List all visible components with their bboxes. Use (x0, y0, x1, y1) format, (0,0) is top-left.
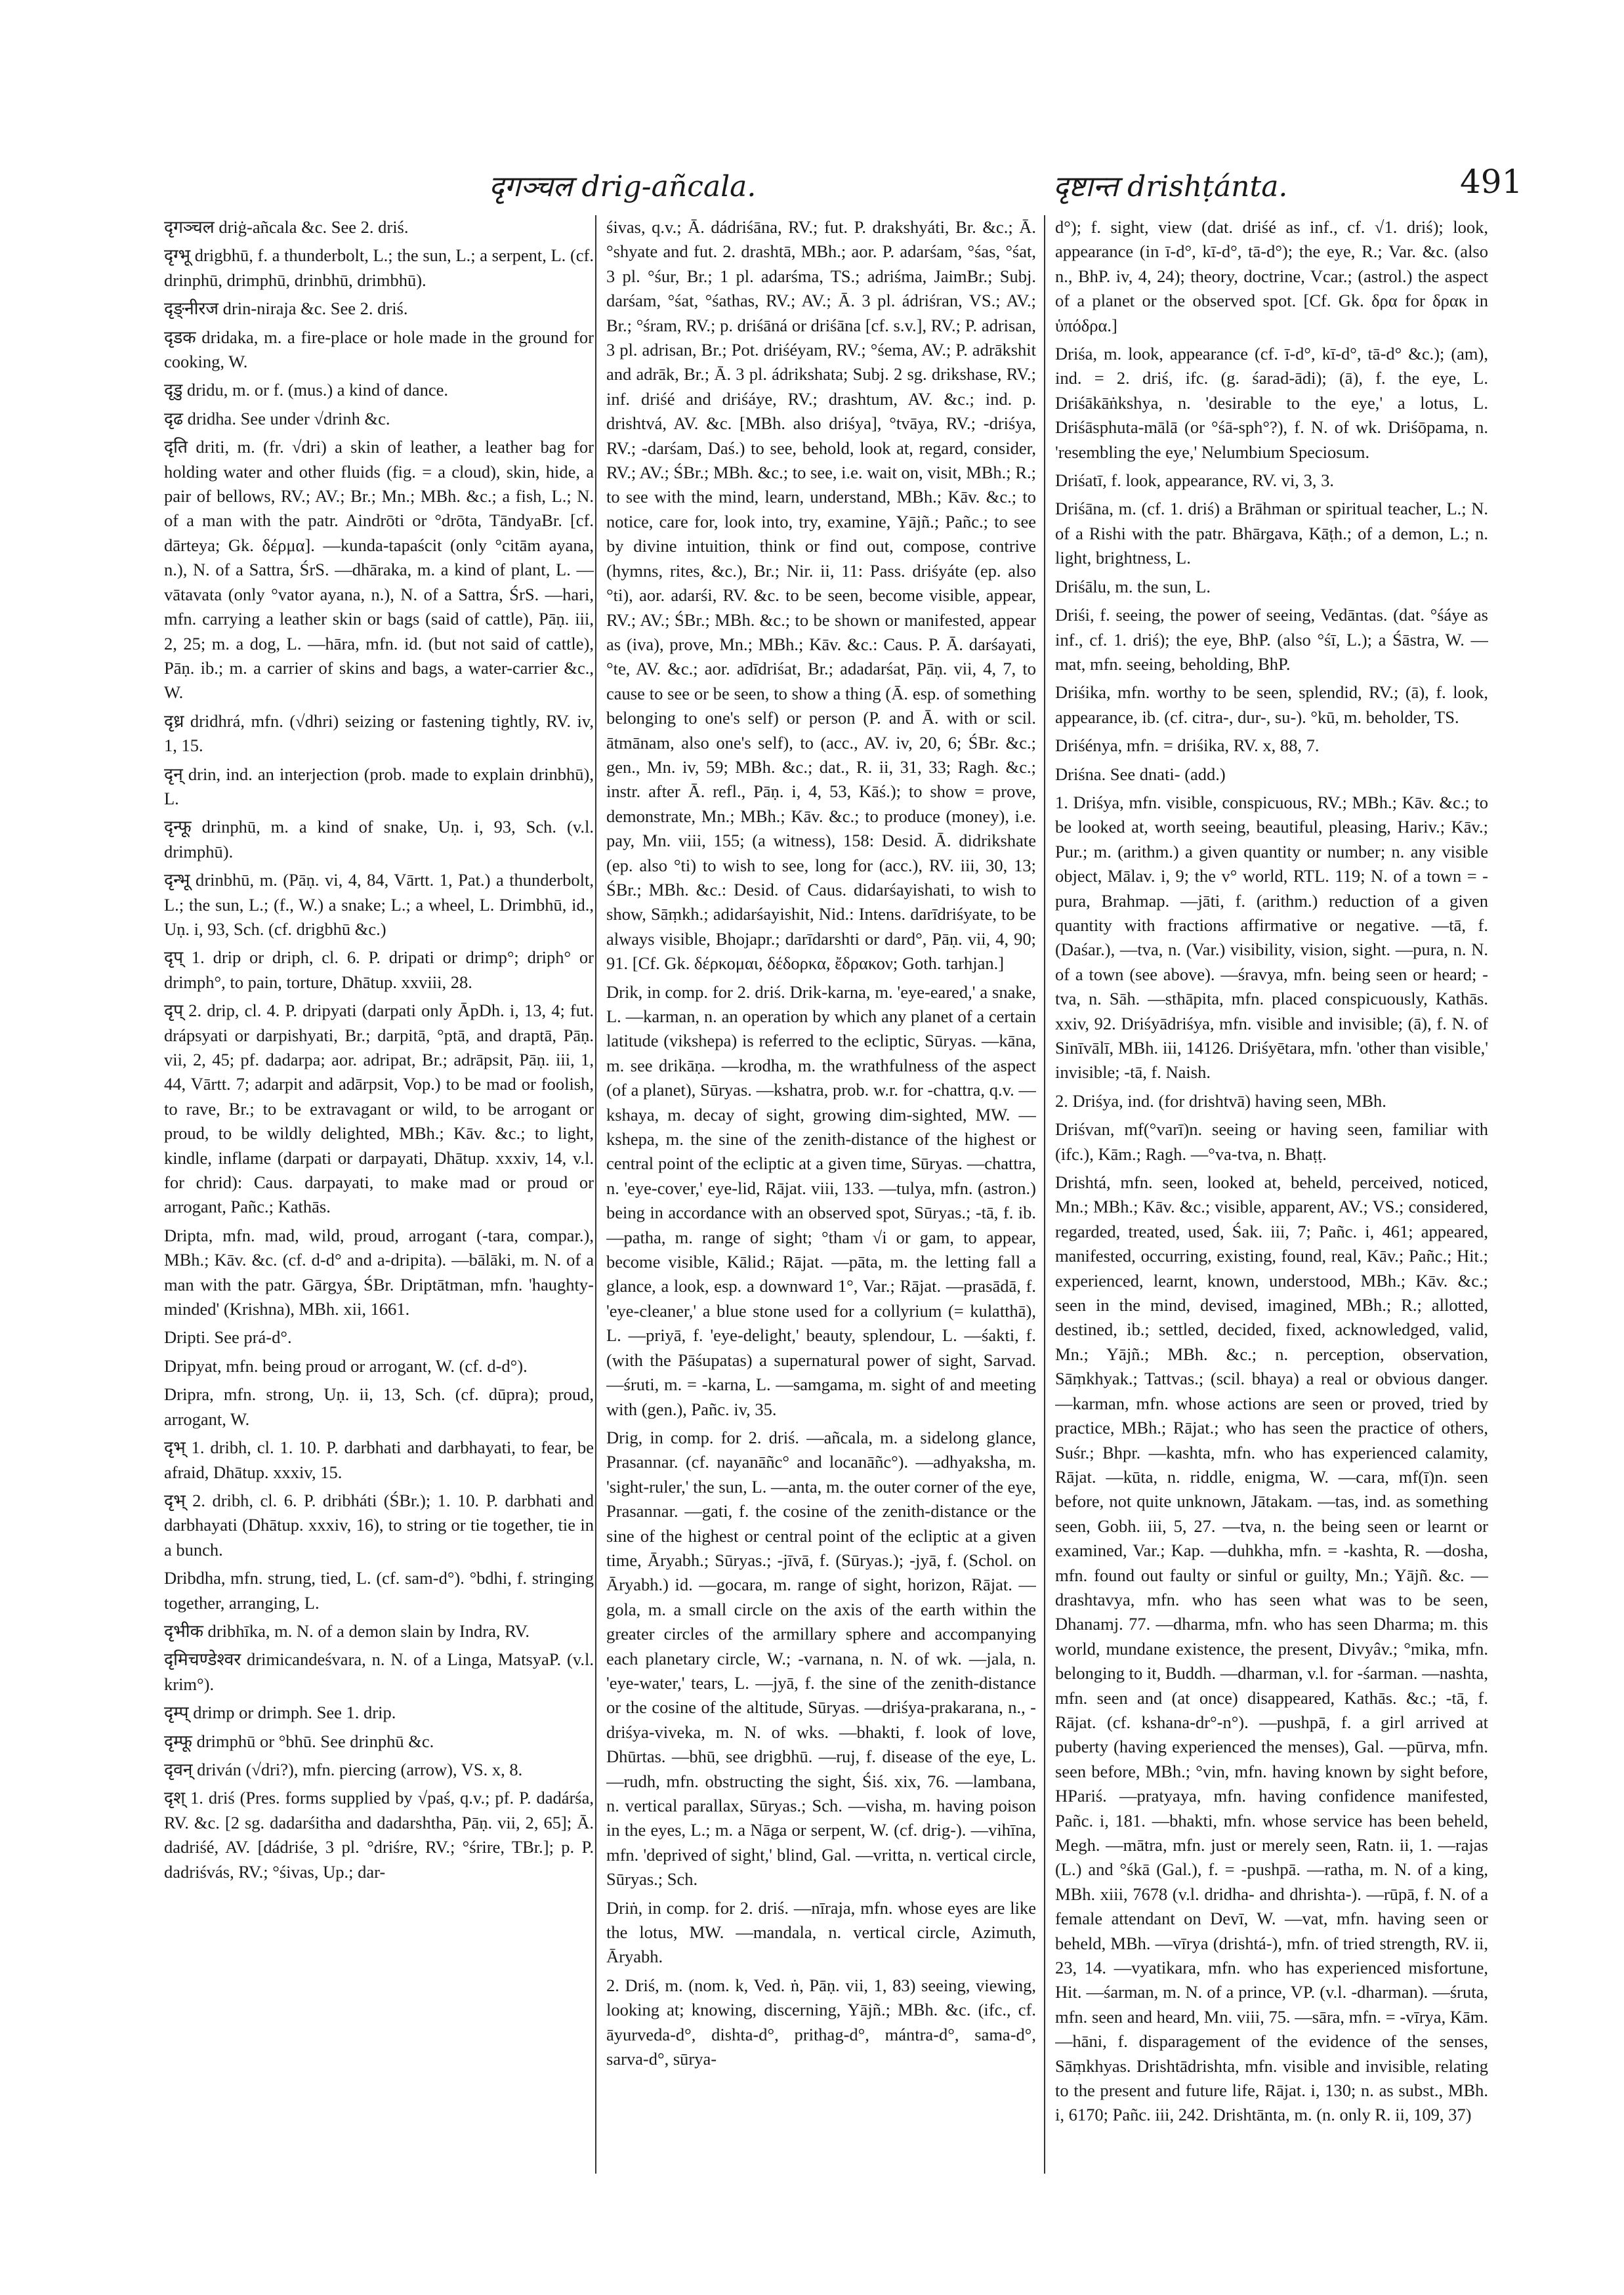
dictionary-entry: दृन्फू drinphū, m. a kind of snake, Uṇ. i, 93, Sch. (v.l. drimphū). (164, 817, 594, 861)
dictionary-entry: दृढ dridha. See under √drinh &c. (164, 408, 390, 428)
dictionary-entry: Drishtá, mfn. seen, looked at, beheld, perceived, noticed, Mn.; MBh.; Kāv. &c.; visible, apparent, AV.; VS.; considered, regarded, treated, used, Śak. iii, 7; Pañc. i, 461; appeared, manifested, occurring, existing, found, real, Kāv.; Pañc.; Hit.; experienced, learnt, known, understood, MBh.; Kāv. &c.; seen in the mind, devised, imagined, MBh.; R.; allotted, destined, ib.; settled, decided, fixed, acknowledged, valid, Mn.; Yājñ.; MBh. &c.; n. perception, observation, Sāṃkhyak.; Tattvas.; (scil. bhaya) a real or obvious danger. —karman, mfn. whose actions are seen or proved, tried by practice, MBh.; Rājat.; who has seen the practice of others, Suśr.; Bhpr. —kashta, mfn. who has experienced calamity, Rājat. —kūta, n. riddle, enigma, W. —cara, mf(ī)n. seen before, not quite unknown, Jātakam. —tas, ind. as something seen, Gobh. iii, 5, 27. —tva, n. the being seen or learnt or examined, Var.; Kap. —duhkha, mfn. = -kashta, R. —dosha, mfn. found out faulty or sinful or guilty, Mn.; Yājñ. &c. —drashtavya, mfn. who has seen what was to be seen, Dhanamj. 77. —dharma, mfn. who has seen Dharma; m. this world, mundane existence, the present, Divyâv.; °mika, mfn. belonging to it, Buddh. —dharman, v.l. for -śarman. —nashta, mfn. seen and (at once) disappeared, Kathās. &c.; -tā, f. Rājat. (cf. kshana-dr°-n°). —pushpā, f. a girl arrived at puberty (having experienced the menses), Gal. —pūrva, mfn. seen before, MBh.; °vin, mfn. having known by sight before, HPariś. —pratyaya, mfn. having confidence manifested, Pañc. i, 181. —bhakti, mfn. whose service has been beheld, Megh. —mātra, mfn. just or merely seen, Ratn. ii, 1. —rajas (L.) and °śkā (Gal.), f. = -pushpā. —ratha, m. N. of a king, MBh. xiii, 7678 (v.l. dridha- and dhrishta-). —rūpā, f. N. of a female attendant on Devī, W. —vat, mfn. having seen or beheld, MBh. —vīrya (drishtá-), mfn. of tried strength, RV. ii, 23, 14. —vyatikara, mfn. who has experienced misfortune, Hit. —śarman, m. N. of a prince, VP. (v.l. -dharman). —śruta, mfn. seen and heard, Mn. viii, 75. —sāra, mfn. = -vīrya, Kām. —hāni, f. disparagement of the evidence of the senses, Sāṃkhyas. Drishtādrishta, mfn. visible and invisible, relating to the present and future life, Rājat. i, 130; n. as subst., MBh. i, 6170; Pañc. iii, 242. Drishtānta, m. (n. only R. ii, 109, 37) (1055, 1172, 1488, 2125)
dictionary-entry: दृगञ्चल driġ-añcala &c. See 2. driś. (164, 217, 409, 237)
dictionary-entry: Driśāna, m. (cf. 1. driś) a Brāhman or spiritual teacher, L.; N. of a Rishi with the patr. Bhārgava, Kāṭh.; of a demon, L.; n. light, brightness, L. (1055, 499, 1488, 568)
dictionary-entry: दृध्र dridhrá, mfn. (√dhri) seizing or fastening tightly, RV. iv, 1, 15. (164, 711, 594, 756)
dictionary-entry: दृमिचण्डेश्वर drimicandeśvara, n. N. of a Linga, MatsyaP. (v.l. krim°). (164, 1649, 594, 1694)
column-divider (595, 215, 596, 2174)
dictionary-entry: Dripta, mfn. mad, wild, proud, arrogant (-tara, compar.), MBh.; Kāv. &c. (cf. d-d° and a-dripita). —bālāki, m. N. of a man with the patr. Gārgya, ŚBr. Driptātman, mfn. 'haughty-minded' (Krishna), MBh. xii, 1661. (164, 1225, 594, 1319)
dictionary-entry: 2. Driśya, ind. (for drishtvā) having seen, MBh. (1055, 1090, 1386, 1111)
dictionary-entry: दृभीक dribhīka, m. N. of a demon slain by Indra, RV. (164, 1621, 530, 1641)
dictionary-entry: Driśa, m. look, appearance (cf. ī-d°, kī-d°, tā-d° &c.); (am), ind. = 2. driś, ifc. (g. śarad-ādi); (ā), f. the eye, L. Driśākāṅkshya, n. 'desirable to the eye,' a lotus, L. Driśāsphuta-mālā (or °śā-sph°?), f. N. of wk. Driśōpama, n. 'resembling the eye,' Nelumbium Speciosum. (1055, 344, 1488, 462)
dictionary-entry: दृभ् 1. dribh, cl. 1. 10. P. darbhati and darbhayati, to fear, be afraid, Dhātup. xxxiv, 15. (164, 1437, 594, 1482)
dictionary-entry: Driśénya, mfn. = driśika, RV. x, 88, 7. (1055, 735, 1320, 756)
dictionary-entry: Drik, in comp. for 2. driś. Drik-karna, m. 'eye-eared,' a snake, L. —karman, n. an operation by which any planet of a certain latitude (vikshepa) is referred to the ecliptic, Sūryas. —kāna, m. see drikāṇa. —krodha, m. the wrathfulness of the aspect (of a planet), Sūryas. —kshatra, prob. w.r. for -chattra, q.v. —kshaya, m. decay of sight, growing dim-sighted, MW. —kshepa, m. the sine of the zenith-distance of the highest or central point of the ecliptic at a given time, Sūryas. —chattra, n. 'eye-cover,' eye-lid, Rājat. viii, 133. —tulya, mfn. (astron.) being in accordance with an observed spot, Sūryas.; -tā, f. ib. —patha, m. range of sight; °tham √i or gam, to appear, become visible, Kālid.; Rājat. —pāta, m. the letting fall a glance, a look, esp. a downward 1°, Var.; Rājat. —prasādā, f. 'eye-cleaner,' a blue stone used for a collyrium (= kulatthā), L. —priyā, f. 'eye-delight,' beauty, splendour, L. —śakti, f. (with the Pāśupatas) a supernatural power of sight, Sarvad. —śruti, m. = -karna, L. —samgama, m. sight of and meeting with (gen.), Pañc. iv, 35. (606, 982, 1036, 1419)
column-2 (606, 215, 1036, 2249)
dictionary-entry: Driśvan, mf(°varī)n. seeing or having seen, familiar with (ifc.), Kām.; Ragh. —°va-tva, n. Bhaṭṭ. (1055, 1119, 1488, 1164)
dictionary-entry: Driśatī, f. look, appearance, RV. vi, 3, 3. (1055, 470, 1334, 491)
dictionary-entry: दृश् 1. driś (Pres. forms supplied by √paś, q.v.; pf. P. dadárśa, RV. &c. [2 sg. dadarśitha and dadarshtha, Pāṇ. vii, 2, 65]; Ā. dadriśé, AV. [dádriśe, 3 pl. °driśre, RV.; °śrire, TBr.]; p. P. dadriśvás, RV.; °śivas, Up.; dar- (164, 1788, 594, 1882)
dictionary-entry: दृवन् driván (√dri?), mfn. piercing (arrow), VS. x, 8. (164, 1759, 523, 1779)
dictionary-entry: दृति driti, m. (fr. √dri) a skin of leather, a leather bag for holding water and other fluids (fig. = a cloud), skin, hide, a pair of bellows, RV.; AV.; Br.; Mn.; MBh. &c.; a fish, L.; N. of a man with the patr. Aindrōti or °drōta, TāndyaBr. [cf. dārteya; Gk. δέρμα]. —kunda-tapaścit (only °citām ayana, n.), N. of a Sattra, ŚrS. —dhāraka, m. a kind of plant, L. —vātavata (only °vator ayana, n.), N. of a Sattra, ŚrS. —hari, mfn. carrying a leather skin or bags (said of cattle), Pāṇ. iii, 2, 25; m. a dog, L. —hāra, mfn. id. (but not said of cattle), Pāṇ. ib.; m. a carrier of skins and bags, a water-carrier &c., W. (164, 437, 594, 703)
dictionary-entry: Driśika, mfn. worthy to be seen, splendid, RV.; (ā), f. look, appearance, ib. (cf. citra-, dur-, su-). °kū, m. beholder, TS. (1055, 682, 1488, 727)
running-head-right: दृष्टान्त drishṭánta. (1053, 170, 1288, 203)
dictionary-entry: Drig, in comp. for 2. driś. —añcala, m. a sidelong glance, Prasannar. (cf. nayanāñc° and locanāñc°). —adhyaksha, m. 'sight-ruler,' the sun, L. —anta, m. the outer corner of the eye, Prasannar. —gati, f. the cosine of the zenith-distance or the sine of the highest or central point of the ecliptic at a given time, Āryabh.; Sūryas.; -jīvā, f. (Sūryas.); -jyā, f. (Schol. on Āryabh.) id. —gocara, m. range of sight, horizon, Rājat. —gola, m. a small circle on the axis of the earth within the greater circles of the armillary sphere and accompanying each planetary circle, W.; -varnana, n. N. of wk. —jala, n. 'eye-water,' tears, L. —jyā, f. the sine of the zenith-distance or the cosine of the altitude, Sūryas. —driśya-prakarana, n., -driśya-viveka, m. N. of wks. —bhakti, f. look of love, Dhūrtas. —bhū, see drigbhū. —ruj, f. disease of the eye, L. —rudh, mfn. obstructing the sight, Śiś. xix, 76. —lambana, n. vertical parallax, Sūryas.; Sch. —visha, m. having poison in the eyes, L.; m. a Nāga or serpent, W. (cf. drig-). —vihīna, mfn. 'deprived of sight,' blind, Gal. —vritta, n. vertical circle, Sūryas.; Sch. (606, 1427, 1036, 1890)
dictionary-entry: दृङ्नीरज drin-niraja &c. See 2. driś. (164, 299, 408, 319)
column-3 (1055, 215, 1488, 2249)
dictionary-entry: Dripra, mfn. strong, Uṇ. ii, 13, Sch. (cf. dūpra); proud, arrogant, W. (164, 1384, 594, 1429)
dictionary-entry: दृग्भू drigbhū, f. a thunderbolt, L.; the sun, L.; a serpent, L. (cf. drinphū, drimphū, drinbhū, drimbhū). (164, 245, 594, 290)
dictionary-entry: Dripti. See prá-d°. (164, 1327, 292, 1348)
running-head-left: दृगञ्चल drig-añcala. (489, 170, 757, 203)
dictionary-entry: दृडु dridu, m. or f. (mus.) a kind of dance. (164, 380, 449, 400)
dictionary-entry: दृम्फू drimphū or °bhū. See drinphū &c. (164, 1731, 434, 1751)
dictionary-entry: दृम्प् drimp or drimph. See 1. drip. (164, 1703, 396, 1723)
dictionary-entry: d°); f. sight, view (dat. driśé as inf., cf. √1. driś); look, appearance (in ī-d°, kī-d°, tā-d°); the eye, R.; Var. &c. (also n., BhP. iv, 4, 24); theory, doctrine, Vcar.; (astrol.) the aspect of a planet or the observed spot. [Cf. Gk. δρα for δρακ in ὑπόδρα.] (1055, 217, 1488, 335)
dictionary-entry: Driṅ, in comp. for 2. driś. —nīraja, mfn. whose eyes are like the lotus, MW. —mandala, n. vertical circle, Azimuth, Āryabh. (606, 1897, 1036, 1967)
dictionary-entry: śivas, q.v.; Ā. dádriśāna, RV.; fut. P. drakshyáti, Br. &c.; Ā. °shyate and fut. 2. drashtā, MBh.; aor. P. adarśam, °śas, °śat, 3 pl. °śur, Br.; 1 pl. adarśma, TS.; adriśma, JaimBr.; Subj. darśam, °śat, °śathas, RV.; AV.; Ā. 3 pl. ádriśran, VS.; AV.; Br.; °śram, RV.; p. driśāná or driśāna [cf. s.v.], RV.; P. adrisan, 3 pl. adrisan, Br.; Pot. driśéyam, RV.; °śema, AV.; P. adrākshit and adrāk, Br.; Ā. 3 pl. ádrikshata; Subj. 2 sg. drikshase, RV.; inf. driśé and driśáye, RV.; drashtum, AV. &c.; ind. p. drishtvá, AV. &c. [MBh. also driśya], °tvāya, RV.; -driśya, RV.; -darśam, Daś.) to see, behold, look at, regard, consider, RV.; AV.; ŚBr.; MBh. &c.; to see, i.e. wait on, visit, MBh.; R.; to see with the mind, learn, understand, MBh.; Kāv. &c.; to notice, care for, look into, try, examine, Yājñ.; Pañc.; to see by divine intuition, think or find out, compose, contrive (hymns, rites, &c.), Br.; Nir. ii, 11: Pass. driśyáte (ep. also °ti), aor. adarśi, RV. &c. to be seen, become visible, appear, RV.; AV.; ŚBr.; MBh. &c.; to be shown or manifested, appear as (iva), prove, Mn.; MBh.; Kāv. &c.: Caus. P. Ā. darśayati, °te, AV. &c.; aor. adīdriśat, Br.; adadarśat, Pāṇ. vii, 4, 7, to cause to see or be seen, to show a thing (Ā. esp. of something belonging to one's self) or person (P. and Ā. with or scil. ātmānam, also one's self), to (acc., AV. iv, 20, 6; ŚBr. &c.; gen., Mn. iv, 59; MBh. &c.; dat., R. ii, 31, 33; Ragh. &c.; instr. after Ā. refl., Pāṇ. i, 4, 53, Kāś.); to show = prove, demonstrate, Mn.; MBh.; Kāv. &c.; to produce (money), i.e. pay, Mn. viii, 155; (a witness), 158: Desid. Ā. didrikshate (ep. also °ti) to wish to see, long for (acc.), RV. iii, 30, 13; ŚBr.; MBh. &c.: Desid. of Caus. didarśayishati, to wish to show, Sāṃkh.; adidarśayishit, Nid.: Intens. darīdriśyate, to be always visible, Bhojapr.; darīdarshti or dard°, Pāṇ. vii, 4, 90; 91. [Cf. Gk. δέρκομαι, δέδορκα, ἔδρακον; Goth. tarhjan.] (606, 217, 1036, 974)
dictionary-entry: दृप् 1. drip or driph, cl. 6. P. dripati or drimp°; driph° or drimph°, to pain, torture, Dhātup. xxviii, 28. (164, 947, 594, 992)
dictionary-entry: दृन् drin, ind. an interjection (prob. made to explain drinbhū), L. (164, 764, 594, 808)
page-number: 491 (1460, 163, 1523, 201)
dictionary-entry: 2. Driś, m. (nom. k, Ved. ṅ, Pāṇ. vii, 1, 83) seeing, viewing, looking at; knowing, discerning, Yājñ.; MBh. &c. (ifc., cf. āyurveda-d°, dishta-d°, prithag-d°, mántra-d°, sama-d°, sarva-d°, sūrya- (606, 1975, 1036, 2069)
dictionary-entry: दृन्भू drinbhū, m. (Pāṇ. vi, 4, 84, Vārtt. 1, Pat.) a thunderbolt, L.; the sun, L.; (f., W.) a snake; L.; a wheel, L. Drimbhū, id., Uṇ. i, 93, Sch. (cf. drigbhū &c.) (164, 870, 594, 939)
dictionary-entry: Driśi, f. seeing, the power of seeing, Vedāntas. (dat. °śáye as inf., cf. 1. driś); the eye, BhP. (also °śī, L.); a Śāstra, W. —mat, mfn. seeing, beholding, BhP. (1055, 605, 1488, 674)
dictionary-entry: दृप् 2. drip, cl. 4. P. dripyati (darpati only ĀpDh. i, 13, 4; fut. drápsyati or darpishyati, Br.; darpitā, °ptā, and draptā, Pāṇ. vii, 2, 45; pf. dadarpa; aor. adripat, Br.; adrāpsit, Pāṇ. iii, 1, 44, Vārtt. 7; adarpit and adārpsit, Vop.) to be mad or foolish, to rave, Br.; to be extravagant or wild, to be arrogant or proud, to be wildly delighted, MBh.; Kāv. &c.; to light, kindle, inflame (darpati or darpayati, Dhātup. xxxiv, 14, v.l. for chrid): Caus. darpayati, to make mad or proud or arrogant, Pañc.; Kathās. (164, 1001, 594, 1217)
dictionary-entry: Dribdha, mfn. strung, tied, L. (cf. sam-d°). °bdhi, f. stringing together, arranging, L. (164, 1568, 594, 1613)
column-1 (164, 215, 594, 2249)
dictionary-entry: Driśālu, m. the sun, L. (1055, 576, 1211, 596)
dictionary-entry: दृडक dridaka, m. a fire-place or hole made in the ground for cooking, W. (164, 327, 594, 372)
dictionary-entry: Driśna. See dnati- (add.) (1055, 764, 1226, 784)
dictionary-entry: Dripyat, mfn. being proud or arrogant, W. (cf. d-d°). (164, 1355, 528, 1376)
dictionary-entry: दृभ् 2. dribh, cl. 6. P. dribháti (ŚBr.); 1. 10. P. darbhati and darbhayati (Dhātup. xxxiv, 16), to string or tie together, tie in a bunch. (164, 1490, 594, 1560)
dictionary-entry: 1. Driśya, mfn. visible, conspicuous, RV.; MBh.; Kāv. &c.; to be looked at, worth seeing, beautiful, pleasing, Hariv.; Kāv.; Pur.; m. (arithm.) a given quantity or number; n. any visible object, Mālav. i, 9; the v° world, RTL. 119; N. of a town = -pura, Brahmap. —jāti, f. (arithm.) reduction of a given quantity with fractions affirmative or negative. —tā, f. (Daśar.), —tva, n. (Var.) visibility, vision, sight. —pura, n. N. of a town (see above). —śravya, mfn. being seen or heard; -tva, n. Sāh. —sthāpita, mfn. placed conspicuously, Kathās. xxiv, 92. Driśyādriśya, mfn. visible and invisible; (ā), f. N. of Sinīvālī, MBh. iii, 14126. Driśyētara, mfn. 'other than visible,' invisible; -tā, f. Naish. (1055, 792, 1488, 1083)
column-divider (1044, 215, 1045, 2174)
